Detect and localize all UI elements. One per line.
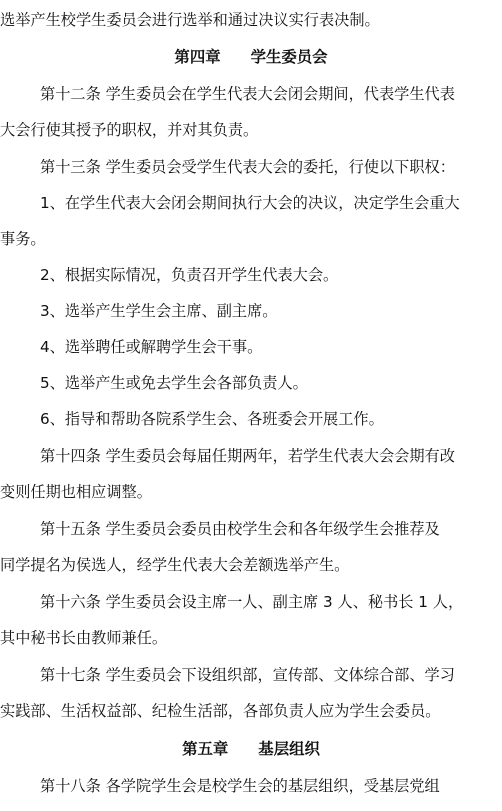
text-line: 同学提名为侯选人，经学生代表大会差额选举产生。 — [0, 556, 350, 574]
text-line: 选举产生校学生委员会进行选举和通过决议实行表决制。 — [0, 11, 380, 29]
article-line: 第十七条 学生委员会下设组织部，宣传部、文体综合部、学习 — [40, 666, 455, 684]
chapter-heading — [0, 737, 502, 761]
article-line: 第十六条 学生委员会设主席一人、副主席 3 人、秘书长 1 人， — [40, 593, 464, 611]
article-line: 第十五条 学生委员会委员由校学生会和各年级学生会推荐及 — [40, 520, 440, 538]
article-line: 第十八条 各学院学生会是校学生会的基层组织，受基层党组 — [40, 777, 440, 795]
chapter-number: 第四章 — [174, 48, 221, 66]
list-item: 1、在学生代表大会闭会期间执行大会的决议，决定学生会重大 — [40, 194, 460, 212]
text-line: 变则任期也相应调整。 — [0, 483, 152, 501]
article-line: 第十三条 学生委员会受学生代表大会的委托，行使以下职权： — [40, 158, 455, 176]
list-item: 5、选举产生或免去学生会各部负责人。 — [40, 374, 308, 392]
text-line: 事务。 — [0, 230, 46, 248]
list-item: 6、指导和帮助各院系学生会、各班委会开展工作。 — [40, 410, 384, 428]
chapter-title: 学生委员会 — [250, 48, 328, 66]
text-line: 实践部、生活权益部、纪检生活部，各部负责人应为学生会委员。 — [0, 702, 441, 720]
list-item: 2、根据实际情况，负责召开学生代表大会。 — [40, 266, 339, 284]
article-line: 第十二条 学生委员会在学生代表大会闭会期间，代表学生代表 — [40, 85, 455, 103]
list-item: 3、选举产生学生会主席、副主席。 — [40, 302, 278, 320]
chapter-heading — [0, 45, 502, 69]
text-line: 其中秘书长由教师兼任。 — [0, 629, 168, 647]
list-item: 4、选举聘任或解聘学生会干事。 — [40, 338, 263, 356]
text-line: 大会行使其授予的职权，并对其负责。 — [0, 121, 259, 139]
chapter-number: 第五章 — [182, 740, 229, 758]
chapter-title: 基层组织 — [258, 740, 320, 758]
article-line: 第十四条 学生委员会每届任期两年，若学生代表大会会期有改 — [40, 447, 455, 465]
